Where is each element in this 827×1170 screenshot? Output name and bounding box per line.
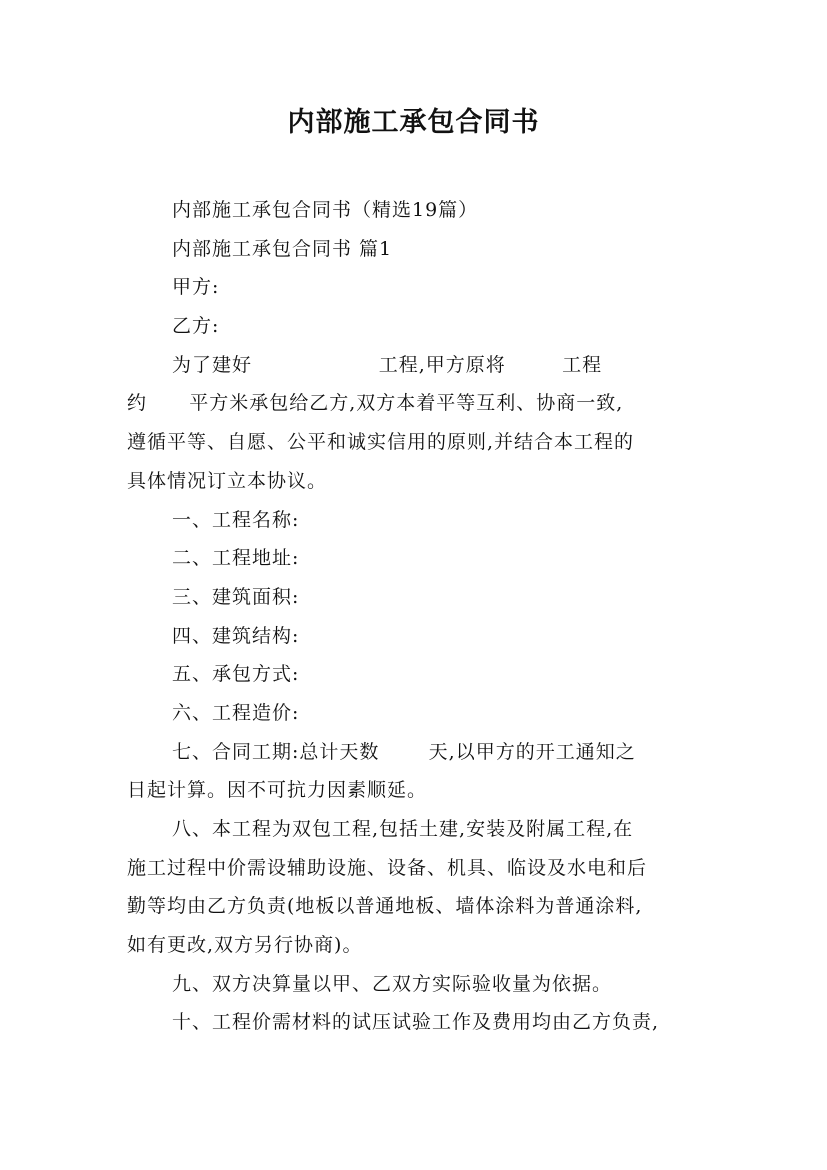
paragraph-line: 五、承包方式:: [172, 663, 300, 686]
paragraph-line: 四、建筑结构:: [172, 624, 300, 647]
paragraph-line: 三、建筑面积:: [172, 585, 300, 608]
paragraph-line: 遵循平等、自愿、公平和诚实信用的原则,并结合本工程的: [127, 431, 635, 454]
paragraph-line: 甲方:: [172, 276, 220, 299]
paragraph-line: 六、工程造价:: [172, 701, 300, 724]
paragraph-line: 二、工程地址:: [172, 547, 300, 570]
paragraph-line: 施工过程中价需设辅助设施、设备、机具、临设及水电和后: [127, 856, 648, 879]
paragraph-line: 乙方:: [172, 315, 220, 338]
paragraph-line: 八、本工程为双包工程,包括土建,安装及附属工程,在: [172, 818, 634, 840]
paragraph-line: 勤等均由乙方负责(地板以普通地板、墙体涂料为普通涂料,: [127, 895, 643, 918]
document-title: 内部施工承包合同书: [287, 107, 540, 138]
paragraph-line: 内部施工承包合同书 篇1: [172, 237, 393, 260]
paragraph-line: 一、工程名称:: [172, 508, 300, 531]
paragraph-line: 为了建好 工程,甲方原将 工程: [172, 353, 603, 376]
paragraph-line: 具体情况订立本协议。: [127, 469, 328, 492]
paragraph-line: 约 平方米承包给乙方,双方本着平等互利、协商一致,: [127, 392, 624, 415]
paragraph-line: 十、工程价需材料的试压试验工作及费用均由乙方负责,: [172, 1011, 660, 1034]
paragraph-line: 七、合同工期:总计天数 天,以甲方的开工通知之: [172, 740, 636, 763]
paragraph-line: 如有更改,双方另行协商)。: [127, 934, 363, 957]
paragraph-line: 日起计算。因不可抗力因素顺延。: [127, 779, 428, 802]
document-body: [127, 191, 703, 1042]
paragraph-line: 九、双方决算量以甲、乙双方实际验收量为依据。: [172, 972, 613, 995]
paragraph-line: 内部施工承包合同书（精选19篇）: [172, 199, 479, 221]
